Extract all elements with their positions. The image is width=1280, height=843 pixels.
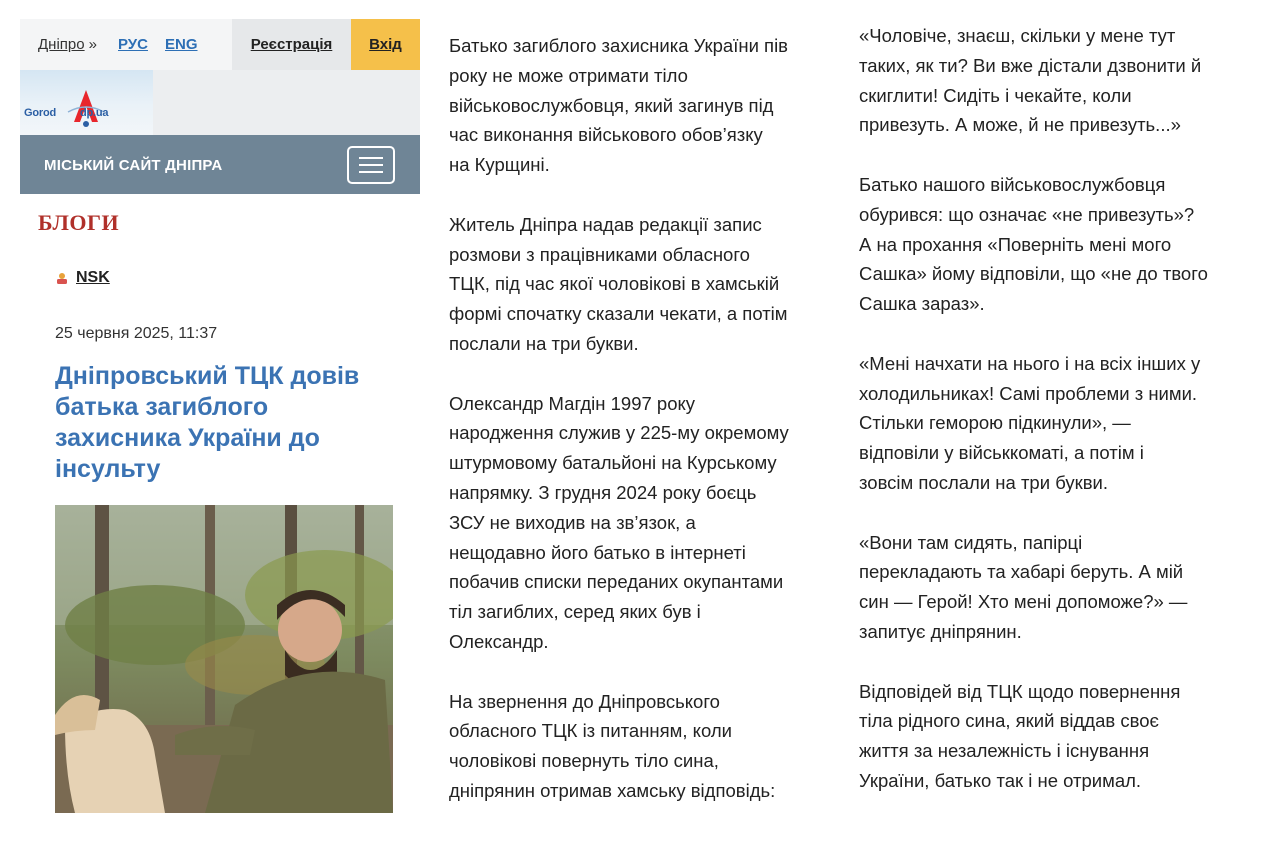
paragraph: Житель Дніпра надав редакції запис розмови з працівниками обласного ТЦК, під час якої чоловікові в хамській формі спочатку сказали чекати, а потім послали на три букви. <box>449 213 788 354</box>
city-breadcrumb <box>38 36 97 53</box>
mobile-page-screenshot <box>20 19 420 813</box>
headline-line: батька загиблого <box>55 393 269 421</box>
headline-line: інсульту <box>55 455 161 483</box>
site-logo[interactable] <box>20 70 153 135</box>
article-text-column-right <box>859 21 1259 826</box>
paragraph: «Мені начхати на нього і на всіх інших у холодильниках! Самі проблеми з ними. Стільки геморою підкинули», — відповіли у військкоматі, а потім і зовсім послали на три букви. <box>859 352 1201 493</box>
paragraph: Батько загиблого захисника України пів року не може отримати тіло військовослужбовця, який загинув під час виконання військового обов’язку на Курщині. <box>449 35 789 176</box>
paragraph: Батько нашого військовослужбовця обурився: що означає «не привезуть»? А на прохання «Поверніть мені мого Сашка» йому відповіли, що «не до твого Сашка зараз». <box>859 173 1208 315</box>
logo-text-right: dp.ua <box>80 107 109 119</box>
author-link[interactable]: NSK <box>76 269 110 286</box>
site-menu-bar <box>20 135 420 194</box>
user-badge-icon <box>56 272 68 284</box>
paragraph: «Чоловіче, знаєш, скільки у мене тут таких, як ти? Ви вже дістали дзвонити й скиглити! Сидіть і чекайте, коли привезуть. А може, й не привезуть...» <box>859 25 1202 136</box>
headline-line: захисника України до <box>55 424 320 452</box>
paragraph: Відповідей від ТЦК щодо повернення тіла рідного сина, який віддав своє життя за незалежність і існування України, батько так і не отримал. <box>859 680 1181 791</box>
paragraph: На звернення до Дніпровського обласного ТЦК із питанням, коли чоловікові повернуть тіло сина, дніпрянин отримав хамську відповідь: <box>449 690 776 801</box>
breadcrumb-separator: » <box>88 36 97 53</box>
article-photo <box>55 505 393 813</box>
headline-line: Дніпровський ТЦК довів <box>55 362 360 390</box>
site-title: МІСЬКИЙ САЙТ ДНІПРА <box>44 157 223 174</box>
lang-en-link[interactable]: ENG <box>165 36 198 53</box>
publish-date: 25 червня 2025, 11:37 <box>55 325 218 342</box>
login-button[interactable]: Вхід <box>351 19 420 70</box>
register-button[interactable]: Реєстрація <box>232 19 351 70</box>
city-link[interactable]: Дніпро <box>38 36 85 53</box>
logo-text <box>24 107 108 119</box>
author-row <box>56 269 110 287</box>
article-headline[interactable] <box>55 361 385 485</box>
lang-ru-link[interactable]: РУС <box>118 36 148 53</box>
section-heading: БЛОГИ <box>38 210 120 235</box>
paragraph: «Вони там сидять, папірці перекладають та хабарі беруть. А мій син — Герой! Хто мені допоможе?» — запитує дніпрянин. <box>859 531 1188 642</box>
paragraph: Олександр Магдін 1997 року народження служив у 225-му окремому штурмовому батальйоні на Курському напрямку. З грудня 2024 року боєць ЗСУ не виходив на зв’язок, а нещодавно його батько в інтернеті побачив списки переданих окупантами тіл загиблих, серед яких був і Олександр. <box>449 392 789 652</box>
logo-text-left: Gorod <box>24 107 56 119</box>
hamburger-menu-icon[interactable] <box>347 146 395 184</box>
article-text-column-middle <box>449 31 829 836</box>
